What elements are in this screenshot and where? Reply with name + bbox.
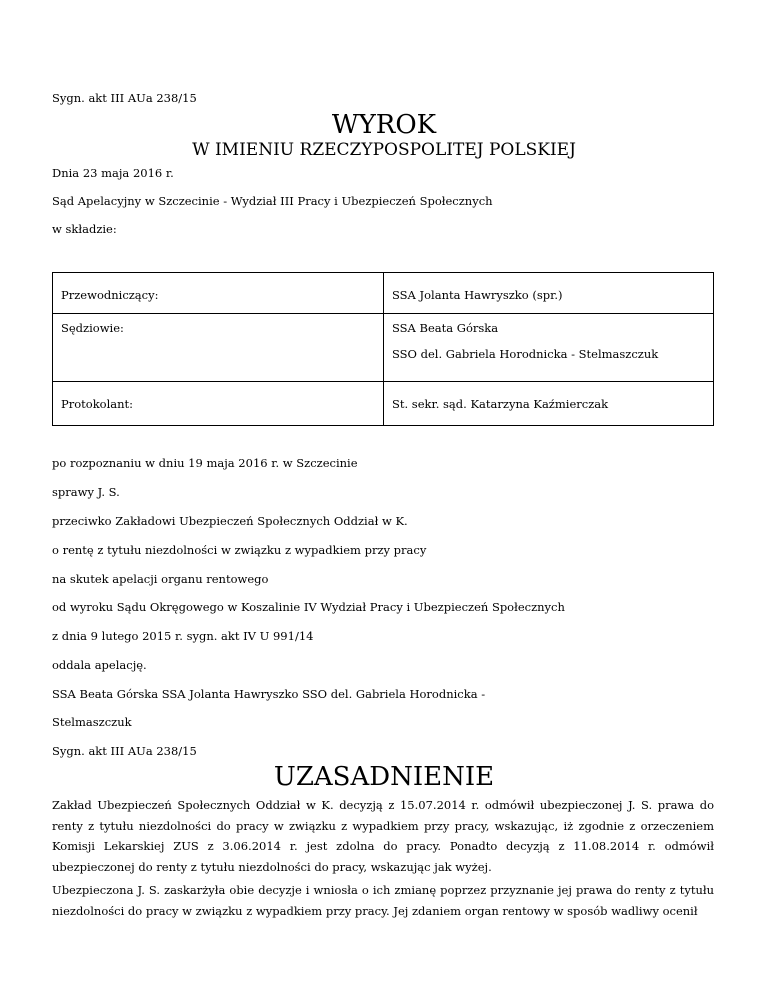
judge-name: SSO del. Gabriela Horodnicka - Stelmaszczuk xyxy=(392,347,659,361)
judges-value-cell xyxy=(384,314,714,382)
table-row xyxy=(53,382,714,426)
clerk-value-cell xyxy=(384,382,714,426)
body-line: od wyroku Sądu Okręgowego w Koszalinie IV Wydział Pracy i Ubezpieczeń Społecznych xyxy=(52,600,565,614)
judgment-date: Dnia 23 maja 2016 r. xyxy=(52,166,174,180)
chair-value-cell xyxy=(384,273,714,314)
paragraph: Zakład Ubezpieczeń Społecznych Oddział w K. decyzją z 15.07.2014 r. odmówił ubezpieczonej J. S. prawa do renty z tytułu niezdolności do pracy w związku z wypadkiem przy pracy, wskazując, iż zgodnie z orzeczeniem Komisji Lekarskiej ZUS z 3.06.2014 r. jest zdolna do pracy. Ponadto decyzją z 11.08.2014 r. odmówił ubezpieczonej do renty z tytułu niezdolności do pracy, wskazując jak wyżej. xyxy=(52,798,714,874)
table-row xyxy=(53,314,714,382)
table-row xyxy=(53,273,714,314)
body-line: na skutek apelacji organu rentowego xyxy=(52,572,269,586)
court-composition-table xyxy=(52,272,714,426)
judgment-title: WYROK xyxy=(331,110,437,140)
body-line: z dnia 9 lutego 2015 r. sygn. akt IV U 991/14 xyxy=(52,629,314,643)
signatures-line: SSA Beata Górska SSA Jolanta Hawryszko SSO del. Gabriela Horodnicka - xyxy=(52,687,486,701)
paragraph: Ubezpieczona J. S. zaskarżyła obie decyzje i wniosła o ich zmianę poprzez przyznanie jej prawa do renty z tytułu niezdolności do pracy w związku z wypadkiem przy pracy. Jej zdaniem organ rentowy w sposób wadliwy ocenił xyxy=(52,883,714,918)
case-signature: Sygn. akt III AUa 238/15 xyxy=(52,744,197,758)
body-line: sprawy J. S. xyxy=(52,485,120,499)
chair-label-cell xyxy=(53,273,384,314)
judges-label-cell xyxy=(53,314,384,382)
judgment-subtitle: W IMIENIU RZECZYPOSPOLITEJ POLSKIEJ xyxy=(192,140,576,160)
body-line: po rozpoznaniu w dniu 19 maja 2016 r. w Szczecinie xyxy=(52,456,358,470)
clerk-value: St. sekr. sąd. Katarzyna Kaźmierczak xyxy=(392,397,609,411)
court-name: Sąd Apelacyjny w Szczecinie - Wydział III Pracy i Ubezpieczeń Społecznych xyxy=(52,194,493,208)
body-line: o rentę z tytułu niezdolności w związku z wypadkiem przy pracy xyxy=(52,543,427,557)
judges-label: Sędziowie: xyxy=(61,321,124,335)
case-signature-top: Sygn. akt III AUa 238/15 xyxy=(52,91,197,105)
judge-name: SSA Beata Górska xyxy=(392,321,499,335)
justification-title: UZASADNIENIE xyxy=(273,762,495,792)
chair-label: Przewodniczący: xyxy=(61,288,159,302)
clerk-label: Protokolant: xyxy=(61,397,134,411)
chair-value: SSA Jolanta Hawryszko (spr.) xyxy=(392,288,563,302)
body-line: przeciwko Zakładowi Ubezpieczeń Społecznych Oddział w K. xyxy=(52,514,408,528)
body-line: oddala apelację. xyxy=(52,658,147,672)
signatures-line: Stelmaszczuk xyxy=(52,715,132,729)
clerk-label-cell xyxy=(53,382,384,426)
composition-label: w składzie: xyxy=(52,222,117,236)
